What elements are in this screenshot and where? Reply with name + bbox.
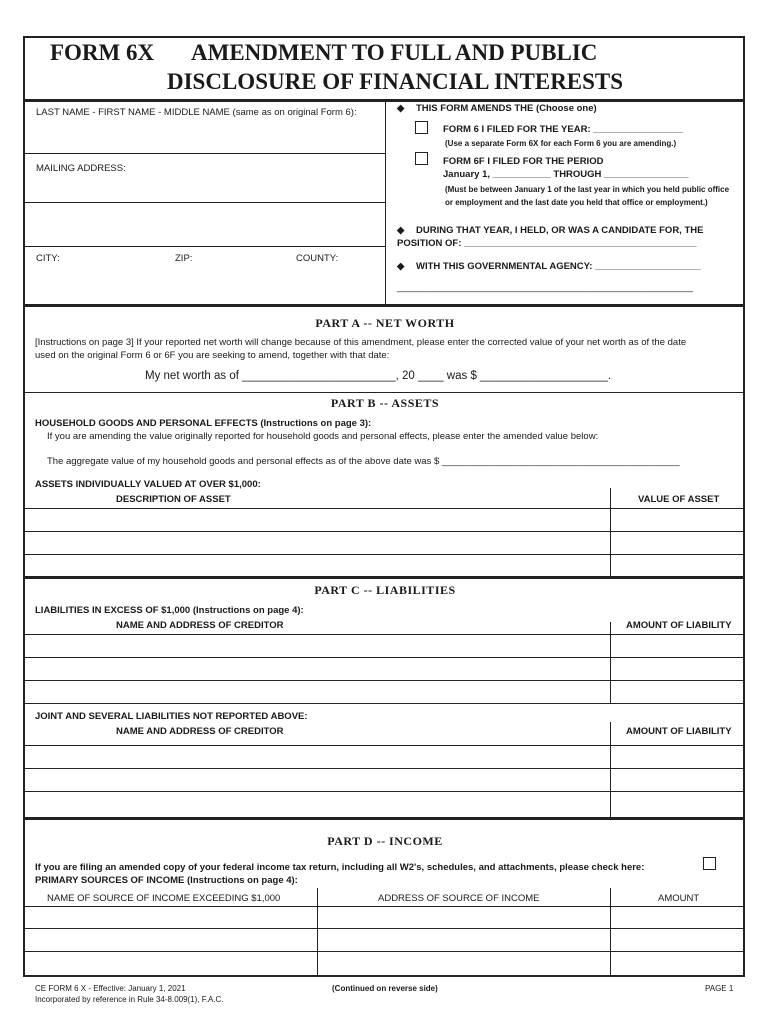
form6-option-label: FORM 6 I FILED FOR THE YEAR: _________________: [443, 124, 684, 135]
identity-divider: [385, 101, 386, 304]
part-c-title: PART C -- LIABILITIES: [314, 583, 456, 597]
form-title-line1: AMENDMENT TO FULL AND PUBLIC: [191, 40, 598, 65]
candidate-line-1: DURING THAT YEAR, I HELD, OR WAS A CANDIDATE FOR, THE: [416, 225, 704, 236]
income-amount-header: AMOUNT: [658, 893, 700, 904]
joint-liability-amount-header: AMOUNT OF LIABILITY: [626, 726, 732, 737]
form6f-note-2: or employment and the last date you held that office or employment.): [445, 198, 708, 207]
form6-checkbox[interactable]: [415, 121, 428, 134]
bullet-icon: ◆: [397, 225, 405, 236]
liabilities-row-line: [24, 634, 744, 635]
part-a-instructions-2: used on the original Form 6 or 6F you are seeking to amend, together with that date:: [35, 350, 390, 361]
header-divider: [23, 99, 745, 102]
mailing-address-label: MAILING ADDRESS:: [36, 163, 126, 174]
county-label: COUNTY:: [296, 253, 339, 264]
household-value-line: The aggregate value of my household goods and personal effects as of the above date was $ _____________________________________________: [47, 456, 680, 467]
household-heading: HOUSEHOLD GOODS AND PERSONAL EFFECTS (Instructions on page 3):: [35, 418, 372, 429]
part-d-divider: [23, 817, 745, 820]
household-instructions: If you are amending the value originally reported for household goods and personal effects, please enter the amended value below:: [47, 431, 599, 442]
part-c-divider: [23, 576, 745, 579]
part-b-divider: [24, 392, 744, 393]
agency-blank-line: ________________________________________________________: [397, 282, 693, 293]
part-b-title: PART B -- ASSETS: [330, 396, 440, 410]
footer-rule-reference: Incorporated by reference in Rule 34-8.009(1), F.A.C.: [35, 995, 224, 1004]
income-source-address-header: ADDRESS OF SOURCE OF INCOME: [378, 893, 540, 904]
tax-return-checkbox[interactable]: [703, 857, 716, 870]
income-source-name-header: NAME OF SOURCE OF INCOME EXCEEDING $1,000: [47, 893, 281, 904]
zip-label: ZIP:: [175, 253, 193, 264]
assets-heading: ASSETS INDIVIDUALLY VALUED AT OVER $1,000:: [35, 479, 261, 490]
form6f-checkbox[interactable]: [415, 152, 428, 165]
form6f-option-label: FORM 6F I FILED FOR THE PERIOD: [443, 156, 604, 167]
income-column-divider-2: [610, 888, 611, 976]
income-row-line: [24, 951, 744, 952]
footer-page-number: PAGE 1: [705, 984, 734, 993]
agency-line: WITH THIS GOVERNMENTAL AGENCY: ____________________: [416, 261, 701, 272]
address-row-line-2: [24, 246, 385, 247]
income-row-line: [24, 928, 744, 929]
income-row-line: [24, 906, 744, 907]
assets-column-divider: [610, 488, 611, 576]
liabilities-heading: LIABILITIES IN EXCESS OF $1,000 (Instructions on page 4):: [35, 605, 304, 616]
joint-creditor-header: NAME AND ADDRESS OF CREDITOR: [116, 726, 284, 737]
liabilities-row-line: [24, 680, 744, 681]
part-a-instructions-1: [Instructions on page 3] If your reported net worth will change because of this amendment, please enter the corrected value of your net worth as of the date: [35, 337, 687, 348]
footer-form-effective: CE FORM 6 X - Effective: January 1, 2021: [35, 984, 186, 993]
assets-row-line: [24, 531, 744, 532]
form6f-note-1: (Must be between January 1 of the last year in which you held public office: [445, 185, 730, 194]
candidate-position-line: POSITION OF: ____________________________________________: [397, 238, 697, 249]
joint-liabilities-row-line: [24, 791, 744, 792]
income-column-divider-1: [317, 888, 318, 976]
bullet-icon: ◆: [397, 261, 405, 272]
form6-option-note: (Use a separate Form 6X for each Form 6 you are amending.): [445, 139, 677, 148]
amends-heading: THIS FORM AMENDS THE (Choose one): [416, 103, 597, 114]
liabilities-row-line: [24, 703, 744, 704]
tax-return-check-text: If you are filing an amended copy of your federal income tax return, including all W2's, schedules, and attachments, please check here:: [35, 862, 645, 873]
form-title-line2: DISCLOSURE OF FINANCIAL INTERESTS: [167, 69, 624, 94]
liabilities-row-line: [24, 657, 744, 658]
part-d-title: PART D -- INCOME: [327, 834, 443, 848]
joint-liabilities-heading: JOINT AND SEVERAL LIABILITIES NOT REPORTED ABOVE:: [35, 711, 308, 722]
city-label: CITY:: [36, 253, 60, 264]
footer-continued: (Continued on reverse side): [332, 984, 438, 993]
joint-liabilities-column-divider: [610, 722, 611, 818]
part-a-title: PART A -- NET WORTH: [315, 316, 455, 330]
form-id: FORM 6X: [50, 40, 155, 65]
joint-liabilities-row-line: [24, 768, 744, 769]
name-label: LAST NAME - FIRST NAME - MIDDLE NAME (same as on original Form 6):: [36, 107, 357, 118]
name-row-line: [24, 153, 385, 154]
assets-row-line: [24, 554, 744, 555]
part-a-divider: [23, 304, 745, 307]
asset-value-header: VALUE OF ASSET: [638, 494, 720, 505]
creditor-header: NAME AND ADDRESS OF CREDITOR: [116, 620, 284, 631]
assets-row-line: [24, 508, 744, 509]
liability-amount-header: AMOUNT OF LIABILITY: [626, 620, 732, 631]
primary-sources-heading: PRIMARY SOURCES OF INCOME (Instructions on page 4):: [35, 875, 298, 886]
form6f-period-line: January 1, ___________ THROUGH ________________: [443, 169, 689, 180]
asset-description-header: DESCRIPTION OF ASSET: [116, 494, 231, 505]
net-worth-line: My net worth as of ________________________, 20 ____ was $ ____________________.: [145, 370, 612, 382]
address-row-line: [24, 202, 385, 203]
joint-liabilities-row-line: [24, 745, 744, 746]
bullet-icon: ◆: [397, 103, 405, 114]
